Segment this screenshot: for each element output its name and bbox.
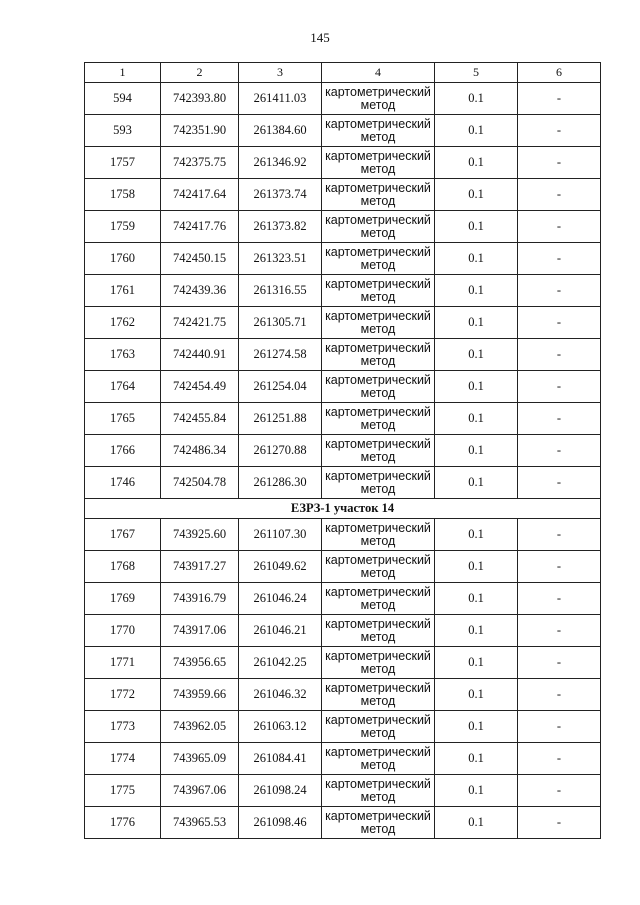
x-coordinate-cell: 742351.90 xyxy=(161,115,239,147)
x-coordinate-cell: 743956.65 xyxy=(161,647,239,679)
x-coordinate-cell: 743965.53 xyxy=(161,807,239,839)
table-row xyxy=(85,551,601,583)
table-row xyxy=(85,275,601,307)
y-coordinate-cell: 261046.21 xyxy=(239,615,322,647)
accuracy-cell: 0.1 xyxy=(435,307,518,339)
y-coordinate-cell: 261373.74 xyxy=(239,179,322,211)
method-cell xyxy=(322,115,435,147)
method-text-line: метод xyxy=(360,821,396,836)
x-coordinate-cell: 742417.76 xyxy=(161,211,239,243)
method-text-line: картометрический xyxy=(325,116,431,131)
point-number-cell: 1774 xyxy=(85,743,161,775)
note-cell: - xyxy=(518,467,601,499)
note-cell: - xyxy=(518,115,601,147)
method-text-line: картометрический xyxy=(325,616,431,631)
table-row xyxy=(85,83,601,115)
method-text-line: картометрический xyxy=(325,148,431,163)
section-title: ЕЗРЗ-1 участок 14 xyxy=(85,499,601,519)
table-row xyxy=(85,435,601,467)
note-cell: - xyxy=(518,275,601,307)
method-text-line: картометрический xyxy=(325,404,431,419)
method-cell xyxy=(322,551,435,583)
accuracy-cell: 0.1 xyxy=(435,615,518,647)
method-text-line: картометрический xyxy=(325,808,431,823)
method-cell xyxy=(322,583,435,615)
method-cell xyxy=(322,711,435,743)
method-text-line: метод xyxy=(360,257,396,272)
method-text-line: метод xyxy=(360,725,396,740)
column-header: 4 xyxy=(322,63,435,83)
y-coordinate-cell: 261046.32 xyxy=(239,679,322,711)
y-coordinate-cell: 261373.82 xyxy=(239,211,322,243)
x-coordinate-cell: 742393.80 xyxy=(161,83,239,115)
point-number-cell: 1769 xyxy=(85,583,161,615)
note-cell: - xyxy=(518,519,601,551)
y-coordinate-cell: 261316.55 xyxy=(239,275,322,307)
page-number: 145 xyxy=(310,30,330,45)
method-text-line: метод xyxy=(360,97,396,112)
method-text-line: картометрический xyxy=(325,712,431,727)
note-cell: - xyxy=(518,339,601,371)
accuracy-cell: 0.1 xyxy=(435,679,518,711)
method-text-line: картометрический xyxy=(325,648,431,663)
point-number-cell: 1760 xyxy=(85,243,161,275)
note-cell: - xyxy=(518,775,601,807)
point-number-cell: 594 xyxy=(85,83,161,115)
y-coordinate-cell: 261305.71 xyxy=(239,307,322,339)
table-row xyxy=(85,179,601,211)
method-text-line: метод xyxy=(360,481,396,496)
table-row xyxy=(85,807,601,839)
accuracy-cell: 0.1 xyxy=(435,807,518,839)
y-coordinate-cell: 261098.24 xyxy=(239,775,322,807)
y-coordinate-cell: 261346.92 xyxy=(239,147,322,179)
x-coordinate-cell: 743917.27 xyxy=(161,551,239,583)
point-number-cell: 1771 xyxy=(85,647,161,679)
column-number-row xyxy=(85,63,601,83)
method-text-line: картометрический xyxy=(325,84,431,99)
note-cell: - xyxy=(518,371,601,403)
method-cell xyxy=(322,679,435,711)
method-text-line: метод xyxy=(360,789,396,804)
point-number-cell: 1763 xyxy=(85,339,161,371)
table-row xyxy=(85,339,601,371)
method-text-line: метод xyxy=(360,629,396,644)
method-cell xyxy=(322,147,435,179)
section-header-row xyxy=(85,499,601,519)
x-coordinate-cell: 743916.79 xyxy=(161,583,239,615)
accuracy-cell: 0.1 xyxy=(435,147,518,179)
method-text-line: метод xyxy=(360,449,396,464)
y-coordinate-cell: 261286.30 xyxy=(239,467,322,499)
table-row xyxy=(85,115,601,147)
y-coordinate-cell: 261270.88 xyxy=(239,435,322,467)
note-cell: - xyxy=(518,435,601,467)
method-cell xyxy=(322,467,435,499)
point-number-cell: 1766 xyxy=(85,435,161,467)
x-coordinate-cell: 742375.75 xyxy=(161,147,239,179)
column-header: 2 xyxy=(161,63,239,83)
method-text-line: метод xyxy=(360,597,396,612)
y-coordinate-cell: 261098.46 xyxy=(239,807,322,839)
method-text-line: метод xyxy=(360,129,396,144)
accuracy-cell: 0.1 xyxy=(435,83,518,115)
y-coordinate-cell: 261384.60 xyxy=(239,115,322,147)
table-row xyxy=(85,403,601,435)
method-cell xyxy=(322,275,435,307)
method-text-line: картометрический xyxy=(325,468,431,483)
note-cell: - xyxy=(518,583,601,615)
note-cell: - xyxy=(518,551,601,583)
point-number-cell: 1772 xyxy=(85,679,161,711)
method-cell xyxy=(322,403,435,435)
method-text-line: картометрический xyxy=(325,308,431,323)
method-cell xyxy=(322,519,435,551)
accuracy-cell: 0.1 xyxy=(435,775,518,807)
accuracy-cell: 0.1 xyxy=(435,371,518,403)
note-cell: - xyxy=(518,711,601,743)
point-number-cell: 1758 xyxy=(85,179,161,211)
note-cell: - xyxy=(518,615,601,647)
method-text-line: метод xyxy=(360,161,396,176)
note-cell: - xyxy=(518,211,601,243)
point-number-cell: 1775 xyxy=(85,775,161,807)
x-coordinate-cell: 743959.66 xyxy=(161,679,239,711)
method-cell xyxy=(322,179,435,211)
accuracy-cell: 0.1 xyxy=(435,211,518,243)
x-coordinate-cell: 742455.84 xyxy=(161,403,239,435)
x-coordinate-cell: 742440.91 xyxy=(161,339,239,371)
table-row xyxy=(85,679,601,711)
accuracy-cell: 0.1 xyxy=(435,583,518,615)
method-cell xyxy=(322,807,435,839)
note-cell: - xyxy=(518,307,601,339)
note-cell: - xyxy=(518,743,601,775)
table-row xyxy=(85,615,601,647)
x-coordinate-cell: 742421.75 xyxy=(161,307,239,339)
method-cell xyxy=(322,435,435,467)
y-coordinate-cell: 261274.58 xyxy=(239,339,322,371)
method-text-line: метод xyxy=(360,353,396,368)
x-coordinate-cell: 742417.64 xyxy=(161,179,239,211)
y-coordinate-cell: 261251.88 xyxy=(239,403,322,435)
method-cell xyxy=(322,743,435,775)
method-text-line: картометрический xyxy=(325,436,431,451)
table-row xyxy=(85,711,601,743)
coordinates-table xyxy=(84,62,601,839)
accuracy-cell: 0.1 xyxy=(435,551,518,583)
accuracy-cell: 0.1 xyxy=(435,179,518,211)
point-number-cell: 1773 xyxy=(85,711,161,743)
y-coordinate-cell: 261049.62 xyxy=(239,551,322,583)
x-coordinate-cell: 742504.78 xyxy=(161,467,239,499)
column-header: 6 xyxy=(518,63,601,83)
table-row xyxy=(85,211,601,243)
y-coordinate-cell: 261084.41 xyxy=(239,743,322,775)
accuracy-cell: 0.1 xyxy=(435,339,518,371)
y-coordinate-cell: 261042.25 xyxy=(239,647,322,679)
method-text-line: картометрический xyxy=(325,744,431,759)
table-row xyxy=(85,743,601,775)
method-text-line: метод xyxy=(360,225,396,240)
method-text-line: картометрический xyxy=(325,276,431,291)
method-text-line: метод xyxy=(360,417,396,432)
method-text-line: картометрический xyxy=(325,584,431,599)
point-number-cell: 1768 xyxy=(85,551,161,583)
method-text-line: картометрический xyxy=(325,552,431,567)
column-header: 5 xyxy=(435,63,518,83)
accuracy-cell: 0.1 xyxy=(435,467,518,499)
method-text-line: метод xyxy=(360,321,396,336)
point-number-cell: 1770 xyxy=(85,615,161,647)
table-row xyxy=(85,583,601,615)
note-cell: - xyxy=(518,807,601,839)
note-cell: - xyxy=(518,179,601,211)
note-cell: - xyxy=(518,243,601,275)
method-text-line: метод xyxy=(360,757,396,772)
y-coordinate-cell: 261254.04 xyxy=(239,371,322,403)
accuracy-cell: 0.1 xyxy=(435,243,518,275)
x-coordinate-cell: 743962.05 xyxy=(161,711,239,743)
method-text-line: метод xyxy=(360,661,396,676)
accuracy-cell: 0.1 xyxy=(435,275,518,307)
table-row xyxy=(85,647,601,679)
method-text-line: картометрический xyxy=(325,372,431,387)
x-coordinate-cell: 742454.49 xyxy=(161,371,239,403)
x-coordinate-cell: 742450.15 xyxy=(161,243,239,275)
y-coordinate-cell: 261323.51 xyxy=(239,243,322,275)
method-cell xyxy=(322,211,435,243)
table-row xyxy=(85,519,601,551)
table-row xyxy=(85,371,601,403)
point-number-cell: 1761 xyxy=(85,275,161,307)
x-coordinate-cell: 743965.09 xyxy=(161,743,239,775)
method-cell xyxy=(322,775,435,807)
point-number-cell: 1767 xyxy=(85,519,161,551)
method-cell xyxy=(322,339,435,371)
method-text-line: метод xyxy=(360,693,396,708)
method-cell xyxy=(322,615,435,647)
y-coordinate-cell: 261411.03 xyxy=(239,83,322,115)
table-body xyxy=(85,63,601,839)
accuracy-cell: 0.1 xyxy=(435,647,518,679)
point-number-cell: 1764 xyxy=(85,371,161,403)
note-cell: - xyxy=(518,679,601,711)
y-coordinate-cell: 261107.30 xyxy=(239,519,322,551)
table-row xyxy=(85,307,601,339)
table-row xyxy=(85,147,601,179)
table-row xyxy=(85,467,601,499)
accuracy-cell: 0.1 xyxy=(435,115,518,147)
method-cell xyxy=(322,371,435,403)
y-coordinate-cell: 261063.12 xyxy=(239,711,322,743)
point-number-cell: 1776 xyxy=(85,807,161,839)
method-cell xyxy=(322,647,435,679)
table-row xyxy=(85,775,601,807)
method-cell xyxy=(322,307,435,339)
method-text-line: метод xyxy=(360,289,396,304)
x-coordinate-cell: 742439.36 xyxy=(161,275,239,307)
point-number-cell: 1757 xyxy=(85,147,161,179)
accuracy-cell: 0.1 xyxy=(435,519,518,551)
x-coordinate-cell: 742486.34 xyxy=(161,435,239,467)
note-cell: - xyxy=(518,147,601,179)
method-text-line: картометрический xyxy=(325,244,431,259)
point-number-cell: 1746 xyxy=(85,467,161,499)
method-text-line: метод xyxy=(360,385,396,400)
method-text-line: картометрический xyxy=(325,340,431,355)
point-number-cell: 1765 xyxy=(85,403,161,435)
note-cell: - xyxy=(518,83,601,115)
x-coordinate-cell: 743925.60 xyxy=(161,519,239,551)
method-text-line: картометрический xyxy=(325,520,431,535)
method-text-line: метод xyxy=(360,565,396,580)
method-text-line: картометрический xyxy=(325,180,431,195)
column-header: 3 xyxy=(239,63,322,83)
x-coordinate-cell: 743917.06 xyxy=(161,615,239,647)
method-text-line: картометрический xyxy=(325,212,431,227)
method-text-line: картометрический xyxy=(325,776,431,791)
point-number-cell: 593 xyxy=(85,115,161,147)
y-coordinate-cell: 261046.24 xyxy=(239,583,322,615)
point-number-cell: 1762 xyxy=(85,307,161,339)
method-text-line: метод xyxy=(360,533,396,548)
accuracy-cell: 0.1 xyxy=(435,435,518,467)
x-coordinate-cell: 743967.06 xyxy=(161,775,239,807)
point-number-cell: 1759 xyxy=(85,211,161,243)
accuracy-cell: 0.1 xyxy=(435,711,518,743)
method-cell xyxy=(322,83,435,115)
accuracy-cell: 0.1 xyxy=(435,403,518,435)
method-text-line: метод xyxy=(360,193,396,208)
note-cell: - xyxy=(518,403,601,435)
note-cell: - xyxy=(518,647,601,679)
method-text-line: картометрический xyxy=(325,680,431,695)
column-header: 1 xyxy=(85,63,161,83)
accuracy-cell: 0.1 xyxy=(435,743,518,775)
method-cell xyxy=(322,243,435,275)
table-row xyxy=(85,243,601,275)
